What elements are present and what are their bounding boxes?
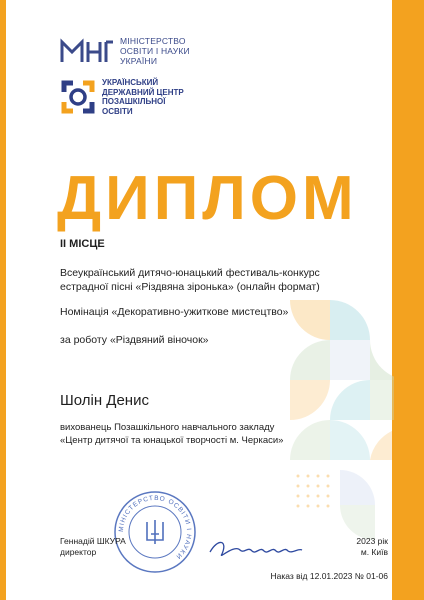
- festival-line: Всеукраїнський дитячо-юнацький фестиваль-конкурс: [60, 267, 320, 279]
- ministry-line: МІНІСТЕРСТВО: [120, 36, 186, 46]
- right-accent-stripe: [392, 0, 424, 600]
- order-reference: Наказ від 12.01.2023 № 01-06: [270, 571, 388, 581]
- ministry-name: [120, 36, 190, 66]
- recipient-name: Шолін Денис: [60, 392, 149, 409]
- official-seal: [113, 490, 197, 574]
- center-line: ОСВІТИ: [102, 106, 133, 116]
- signatory-name: Геннадій ШКУРА: [60, 536, 126, 546]
- festival-name: [60, 266, 360, 294]
- diploma-title: ДИПЛОМ: [57, 164, 358, 233]
- center-line: ДЕРЖАВНИЙ ЦЕНТР: [102, 87, 184, 97]
- ministry-emblem-icon: [60, 38, 114, 64]
- work-title: за роботу «Різдвяний віночок»: [60, 334, 209, 346]
- ministry-logo: [60, 36, 190, 66]
- left-accent-stripe: [0, 0, 6, 600]
- center-emblem-icon: [60, 79, 96, 115]
- center-logo: [60, 78, 184, 116]
- center-line: УКРАЇНСЬКИЙ: [102, 78, 159, 87]
- director-signature: [206, 534, 306, 562]
- festival-line: естрадної пісні «Різдвяна зіронька» (онлайн формат): [60, 281, 320, 293]
- recipient-institution: [60, 421, 360, 447]
- nomination: Номінація «Декоративно-ужиткове мистецтво»: [60, 306, 289, 318]
- place-award: ІІ МІСЦЕ: [60, 238, 105, 250]
- signatory: [60, 536, 126, 558]
- issue-city: м. Київ: [360, 547, 388, 557]
- trident-icon: [147, 520, 163, 544]
- center-name: [102, 78, 184, 116]
- signatory-position: директор: [60, 547, 97, 557]
- institution-line: вихованець Позашкільного навчального закладу: [60, 422, 275, 433]
- center-line: ПОЗАШКІЛЬНОЇ: [102, 97, 166, 106]
- issue-date: [324, 536, 388, 558]
- ministry-line: ОСВІТИ І НАУКИ: [120, 46, 190, 56]
- seal-text: МІНІСТЕРСТВО ОСВІТИ І НАУКИ: [117, 494, 193, 561]
- issue-year: 2023 рік: [356, 536, 388, 546]
- ministry-line: УКРАЇНИ: [120, 56, 158, 66]
- institution-line: «Центр дитячої та юнацької творчості м. Черкаси»: [60, 435, 284, 446]
